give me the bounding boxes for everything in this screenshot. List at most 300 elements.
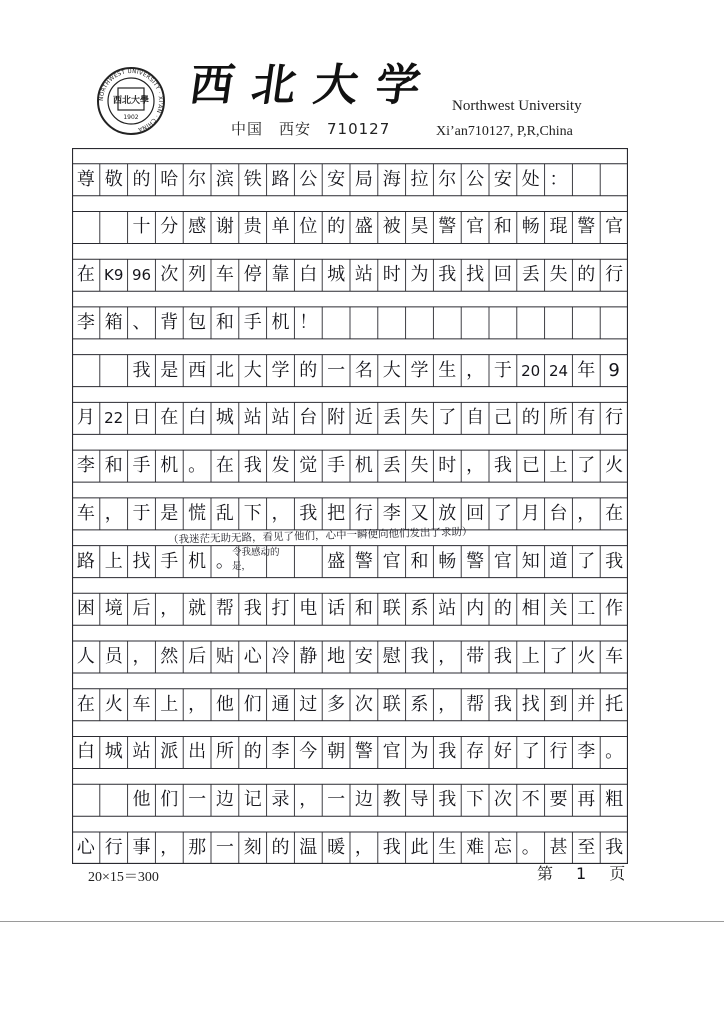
letter-char: 我 [438,264,457,286]
letter-char: 次 [160,264,179,286]
letter-char: 然 [160,646,179,668]
letter-char: 内 [466,598,485,620]
letter-char: ， [160,598,179,620]
letter-char: 又 [410,502,429,524]
letter-char: 在 [76,693,95,715]
grid-spec: 20×15＝300 [88,870,159,885]
letter-char: 工 [577,598,596,620]
letter-char: 我 [438,741,457,763]
letter-line [72,585,628,632]
letter-char: 盛 [327,550,346,572]
letter-char: 西 [188,359,207,381]
letter-char: 了 [577,550,596,572]
letter-char: 大 [382,359,401,381]
letter-char: 月 [76,407,95,429]
letter-char: 派 [160,741,179,763]
letter-char: 我 [299,502,318,524]
letter-char: 拉 [410,168,429,190]
manuscript-grid [72,148,628,864]
letter-char: 心 [243,646,262,668]
letter-char: 们 [160,789,179,811]
letter-char: 官 [382,741,401,763]
letter-char: 系 [410,598,429,620]
page-number-label [537,861,625,884]
letter-char: 把 [327,502,346,524]
letter-char: 机 [271,311,290,333]
letter-char: 行 [605,264,624,286]
letter-char: 琨 [549,216,568,238]
letter-char: 李 [577,741,596,763]
letter-char: 并 [577,693,596,715]
letter-char: 22 [104,409,124,428]
letter-char: 于 [132,502,151,524]
letter-char: 白 [76,741,95,763]
letter-char: 失 [549,264,568,286]
letter-char: 名 [354,359,373,381]
letter-char: ！ [299,311,318,333]
letter-char: 我 [132,359,151,381]
letter-char: 要 [549,789,568,811]
letter-char: 存 [466,741,485,763]
letter-char: 托 [605,693,624,715]
letter-char: 一 [215,836,234,858]
letter-char: 安 [327,168,346,190]
letter-char: 找 [466,264,485,286]
letter-char: 海 [382,168,401,190]
letter-char: 知 [521,550,540,572]
letter-char: ： [549,168,568,190]
letter-char: 边 [354,789,373,811]
letter-char: 那 [188,836,207,858]
letter-char: 了 [521,741,540,763]
letter-char: 机 [160,455,179,477]
letter-char: 丢 [382,455,401,477]
letter-char: ， [132,646,151,668]
letter-char: 月 [521,502,540,524]
letter-char: 尔 [438,168,457,190]
university-name-cn: 西北大学 [186,60,442,111]
letter-char: 我 [493,646,512,668]
letter-char: 台 [299,407,318,429]
letter-char: 们 [243,693,262,715]
letter-char: ， [299,789,318,811]
letter-char: 20 [521,361,541,380]
letter-char: 自 [466,407,485,429]
letter-char: 为 [410,264,429,286]
letter-char: 上 [549,455,568,477]
letter-char: 忘 [493,836,512,858]
letter-char: ， [438,646,457,668]
letter-char: 车 [605,646,624,668]
letter-char: 已 [521,455,540,477]
letter-char: 地 [327,646,346,668]
letter-char: 时 [382,264,401,286]
letter-char: 带 [466,646,485,668]
letter-char: 甚 [549,836,568,858]
letter-char: 时 [438,455,457,477]
letter-char: 感 [188,216,207,238]
letter-char: 机 [188,550,207,572]
letter-char: 次 [354,693,373,715]
seal-year: 1902 [123,114,139,121]
letter-char: 系 [410,693,429,715]
letter-char: 火 [104,693,123,715]
letter-char: 话 [327,598,346,620]
letter-char: 。 [521,836,540,858]
letter-char: 公 [299,168,318,190]
letter-char: 哈 [160,168,179,190]
letter-char: 上 [104,550,123,572]
letter-char: 的 [577,264,596,286]
letter-char: 官 [605,216,624,238]
letter-char: 官 [466,216,485,238]
letter-char: 手 [327,455,346,477]
letter-char: 多 [327,693,346,715]
letter-char: 此 [410,836,429,858]
letter-char: 关 [549,598,568,620]
letter-char: ， [577,502,596,524]
letter-line [72,538,628,585]
letter-char: ， [466,359,485,381]
letter-line [72,299,628,346]
letter-char: 次 [493,789,512,811]
letter-char: 城 [104,741,123,763]
letter-char: 失 [410,455,429,477]
letter-char: 边 [215,789,234,811]
letter-char: 找 [132,550,151,572]
letter-line [72,728,628,775]
letter-char: 慌 [188,502,207,524]
letter-char: 敬 [104,168,123,190]
letter-char: 路 [271,168,290,190]
letter-line [72,633,628,680]
letter-char: 学 [410,359,429,381]
letter-char: 白 [188,407,207,429]
letter-char: 他 [215,693,234,715]
letter-char: 24 [548,361,569,380]
letter-char: 了 [549,646,568,668]
letter-char: 打 [271,598,290,620]
letter-char: 出 [188,741,207,763]
letter-char: 后 [188,646,207,668]
letter-char: 位 [299,216,318,238]
letter-char: 李 [76,311,95,333]
letter-char: 找 [521,693,540,715]
letter-char: 列 [188,264,207,286]
letter-char: 是 [160,359,179,381]
letter-char: 的 [243,741,262,763]
letter-char: 的 [327,216,346,238]
letter-char: 帮 [215,598,234,620]
letter-char: 作 [605,598,624,620]
letter-char: 靠 [271,264,290,286]
letter-char: 铁 [243,168,262,190]
letter-char: 车 [76,502,95,524]
letter-char: 导 [410,789,429,811]
university-name-en: Northwest University [452,98,582,114]
letter-char: 上 [521,646,540,668]
letter-char: 在 [76,264,95,286]
letter-char: 有 [577,407,596,429]
letter-char: 通 [271,693,290,715]
letter-char: 。 [605,741,624,763]
letter-char: 觉 [299,455,318,477]
letter-char: ， [188,693,207,715]
insertion-caret-note: 令我感动的是， [232,547,280,572]
letter-char: 上 [160,693,179,715]
letter-char: 近 [354,407,373,429]
letter-char: 生 [438,359,457,381]
letter-char: 安 [354,646,373,668]
seal-ring-text: NORTHWEST UNIVERSITY · XI'AN · CHINA [98,68,164,133]
letter-char: 录 [271,789,290,811]
letter-char: ， [104,502,123,524]
letter-char: 员 [104,646,123,668]
letter-char: 联 [382,693,401,715]
letter-char: 贴 [215,646,234,668]
letter-char: 盛 [354,216,373,238]
letter-char: 丢 [521,264,540,286]
letter-line [72,776,628,823]
letter-char: 警 [466,550,485,572]
letter-char: 畅 [438,550,457,572]
letter-char: 手 [243,311,262,333]
letter-char: 刻 [243,836,262,858]
letter-char: 好 [493,741,512,763]
letter-char: 站 [243,407,262,429]
letter-char: 畅 [521,216,540,238]
letter-line [72,203,628,250]
letter-line [72,251,628,298]
letter-char: 生 [438,836,457,858]
letter-char: 车 [215,264,234,286]
letter-char: 李 [271,741,290,763]
letter-char: 箱 [104,311,123,333]
letter-char: 粗 [605,789,624,811]
letter-char: 和 [104,455,123,477]
letter-char: 我 [382,836,401,858]
address-cn: 中国 西安 710127 [231,120,391,138]
letter-char: 暖 [327,836,346,858]
letter-char: 行 [605,407,624,429]
letter-char: 包 [188,311,207,333]
letter-char: 96 [131,266,152,285]
letter-char: 的 [493,598,512,620]
letter-char: 教 [382,789,401,811]
letter-char: 在 [160,407,179,429]
letter-char: ， [160,836,179,858]
letter-char: 城 [327,264,346,286]
letter-char: 难 [466,836,485,858]
letter-char: 人 [76,646,95,668]
letter-char: 的 [271,836,290,858]
letter-char: 我 [410,646,429,668]
letter-char: 单 [271,216,290,238]
letter-char: 和 [410,550,429,572]
letter-char: 尔 [188,168,207,190]
letter-char: 再 [577,789,596,811]
letter-char: 行 [354,502,373,524]
letter-char: 十 [132,216,151,238]
letter-char: 在 [605,502,624,524]
letter-char: 一 [327,359,346,381]
letter-line [72,681,628,728]
letter-char: 记 [243,789,262,811]
letter-char: 一 [327,789,346,811]
letter-char: 昊 [410,216,429,238]
letter-char: 和 [215,311,234,333]
letter-char: 他 [132,789,151,811]
letter-char: 站 [132,741,151,763]
address-en: Xi’an710127, P,R,China [436,124,573,139]
letter-char: 回 [466,502,485,524]
letter-char: 静 [299,646,318,668]
letter-char: 9 [608,359,620,381]
letter-char: 年 [577,359,596,381]
letter-char: 困 [76,598,95,620]
letter-char: 日 [132,407,151,429]
letter-char: 帮 [466,693,485,715]
letter-char: 附 [327,407,346,429]
letter-line [72,394,628,441]
letter-char: 了 [438,407,457,429]
letter-char: 站 [271,407,290,429]
letter-char: 警 [354,550,373,572]
letter-char: 手 [160,550,179,572]
letter-char: 站 [438,598,457,620]
letter-char: 为 [410,741,429,763]
letter-char: 道 [549,550,568,572]
letter-char: 乱 [215,502,234,524]
letter-char: 的 [521,407,540,429]
letter-char: 台 [549,502,568,524]
letter-char: 是 [160,502,179,524]
letter-char: 公 [466,168,485,190]
letter-char: 滨 [215,168,234,190]
university-seal [96,66,166,136]
letter-char: 心 [76,836,95,858]
letter-char: 于 [493,359,512,381]
letter-char: 官 [382,550,401,572]
letter-char: 我 [243,598,262,620]
letter-char: 一 [188,789,207,811]
letter-char: 相 [521,598,540,620]
letter-char: 警 [354,741,373,763]
letter-char: 电 [299,598,318,620]
letter-char: 火 [577,646,596,668]
letter-char: 和 [354,598,373,620]
letter-char: 城 [215,407,234,429]
letter-char: 了 [493,502,512,524]
letter-char: 发 [271,455,290,477]
page-prefix: 第 [537,864,554,883]
letter-char: 官 [493,550,512,572]
page-number: 1 [576,864,587,883]
letter-char: 不 [521,789,540,811]
letter-char: 分 [160,216,179,238]
letter-char: 火 [605,455,624,477]
letter-char: 被 [382,216,401,238]
letter-char: 了 [577,455,596,477]
letter-char: 路 [76,550,95,572]
letter-char: K9 [104,266,124,285]
letter-char: ， [271,502,290,524]
letter-char: 失 [410,407,429,429]
letter-char: 联 [382,598,401,620]
letter-char: 下 [243,502,262,524]
letter-char: 警 [438,216,457,238]
letter-char: 局 [354,168,373,190]
letter-char: 。 [215,550,234,572]
letter-char: 事 [132,836,151,858]
letter-char: 背 [160,311,179,333]
letter-line [72,347,628,394]
letter-line [72,442,628,489]
scan-edge-line [0,921,724,922]
letter-char: 丢 [382,407,401,429]
letter-char: 下 [466,789,485,811]
letter-char: 所 [215,741,234,763]
letter-char: 手 [132,455,151,477]
letter-char: 冷 [271,646,290,668]
letter-char: 朝 [327,741,346,763]
letter-char: 我 [438,789,457,811]
letter-char: 李 [382,502,401,524]
letter-char: 处 [521,168,540,190]
letter-char: 白 [299,264,318,286]
letter-char: 安 [493,168,512,190]
letter-char: 车 [132,693,151,715]
letter-char: 我 [493,455,512,477]
insertion-above-line: （我迷茫无助无路，看见了他们，心中一瞬便向他们发出了求助） [167,526,473,546]
letter-char: 后 [132,598,151,620]
letter-char: 贵 [243,216,262,238]
letter-char: 过 [299,693,318,715]
letter-char: 我 [605,836,624,858]
letter-char: 的 [132,168,151,190]
letter-char: 在 [215,455,234,477]
seal-center-text: 西北大學 [112,96,150,106]
letter-char: 尊 [76,168,95,190]
letter-char: 停 [243,264,262,286]
letter-char: ， [354,836,373,858]
letter-char: 到 [549,693,568,715]
letter-char: 慰 [382,646,401,668]
letter-char: 。 [188,455,207,477]
letter-char: 谢 [215,216,234,238]
letter-char: 、 [132,311,151,333]
letter-char: 我 [493,693,512,715]
letter-char: 我 [605,550,624,572]
letter-char: 北 [215,359,234,381]
letter-char: 我 [243,455,262,477]
letter-char: 大 [243,359,262,381]
letter-char: 回 [493,264,512,286]
letter-char: 警 [577,216,596,238]
letter-char: 温 [299,836,318,858]
letter-line [72,156,628,203]
letter-char: ， [466,455,485,477]
letter-char: ， [438,693,457,715]
letter-char: 境 [104,598,123,620]
letter-char: 机 [354,455,373,477]
letter-char: 今 [299,741,318,763]
letter-char: 至 [577,836,596,858]
letter-char: 的 [299,359,318,381]
letter-char: 行 [104,836,123,858]
page-suffix: 页 [609,864,626,883]
letter-char: 行 [549,741,568,763]
